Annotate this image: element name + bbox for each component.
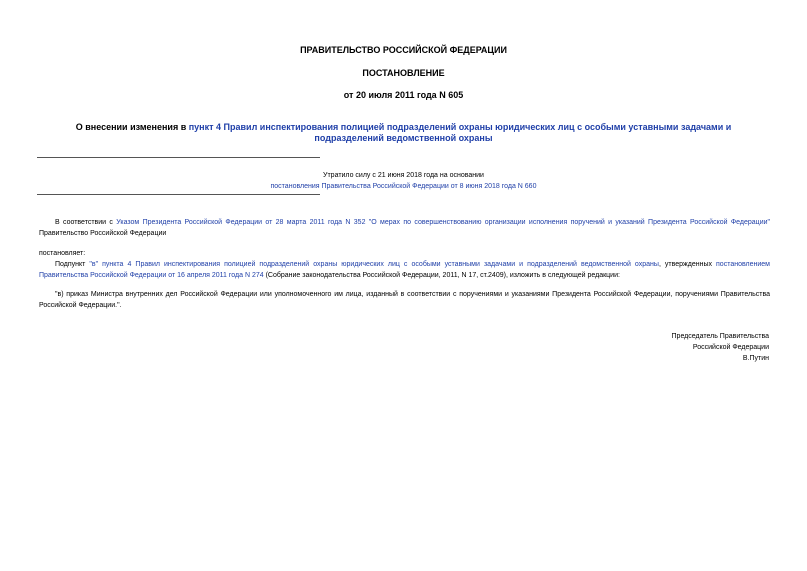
divider-top: [37, 157, 320, 158]
decree-link[interactable]: Указом Президента Российской Федерации от 28 марта 2011 года N 352 "О мерах по совершенствованию организации исполнения поручений и указаний Президента Российской Федерации": [116, 219, 770, 226]
resolution-link[interactable]: постановлением Правительства Российской Федерации от 16 апреля 2011 года N 274: [39, 261, 770, 279]
signature-name: В.Путин: [742, 355, 769, 362]
paragraph-basis-prefix: В соответствии с: [55, 219, 117, 226]
paragraph-basis: [39, 217, 770, 239]
amendment-suffix: (Собрание законодательства Российской Федерации, 2011, N 17, ст.2409), изложить в следующей редакции:: [263, 272, 620, 279]
rules-link[interactable]: "в" пункта 4 Правил инспектирования полицией подразделений охраны юридических лиц с особыми уставными задачами и подразделений ведомственной охраны: [89, 261, 659, 268]
signature-block: [560, 331, 769, 364]
document-type-heading: ПОСТАНОВЛЕНИЕ: [362, 68, 445, 78]
document-date-number: от 20 июля 2011 года N 605: [343, 90, 464, 100]
status-line: Утратило силу с 21 июня 2018 года на основании: [323, 172, 484, 179]
government-heading: ПРАВИТЕЛЬСТВО РОССИЙСКОЙ ФЕДЕРАЦИИ: [300, 45, 507, 55]
title-link[interactable]: пункт 4 Правил инспектирования полицией подразделений охраны юридических лиц с особыми уставными задачами и подразделений ведомственной охраны: [188, 122, 732, 143]
paragraph-amendment: [39, 259, 770, 281]
signature-position-line1: Председатель Правительства: [671, 333, 769, 340]
status-link[interactable]: постановления Правительства Российской Федерации от 8 июня 2018 года N 660: [270, 183, 537, 190]
paragraph-basis-suffix: Правительство Российской Федерации: [39, 230, 167, 237]
amendment-middle: , утвержденных: [658, 261, 717, 268]
document-title: [40, 122, 767, 144]
amendment-prefix: Подпункт: [55, 261, 90, 268]
resolves-label: постановляет:: [39, 250, 86, 257]
status-note: [0, 170, 807, 192]
title-prefix: О внесении изменения в: [75, 122, 189, 132]
signature-position-line2: Российской Федерации: [692, 344, 769, 351]
paragraph-new-wording: "в) приказ Министра внутренних дел Российской Федерации или уполномоченного им лица, изданный в соответствии с поручениями и указаниями Президента Российской Федерации, поручениями Правительства Российской Федерации.".: [39, 291, 770, 309]
divider-bottom: [37, 194, 320, 195]
